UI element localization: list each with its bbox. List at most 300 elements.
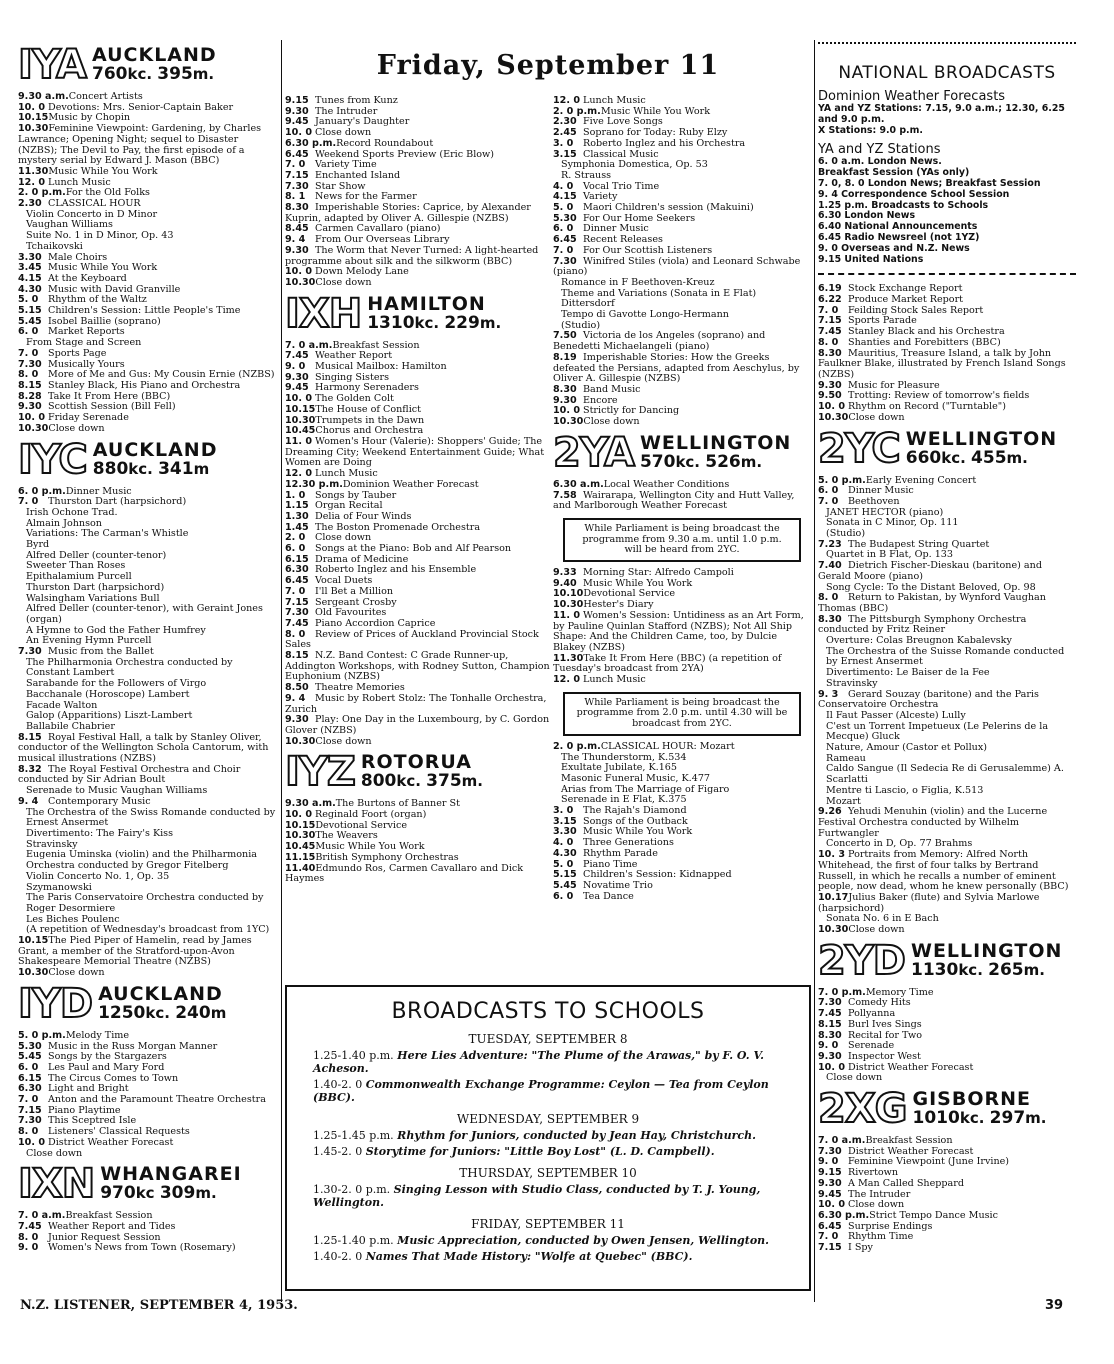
schedule-line — [285, 394, 550, 405]
programme-text: Serenade — [848, 1041, 895, 1052]
programme-text: For Our Scottish Listeners — [583, 245, 713, 256]
schedule-line — [285, 235, 550, 246]
schedule-line — [285, 362, 550, 373]
schedule-line — [18, 370, 276, 381]
programme-text: At the Keyboard — [48, 273, 127, 284]
time-label: 10.30 — [553, 417, 584, 428]
programme-text: Anton and the Paramount Theatre Orchestra — [48, 1095, 266, 1106]
time-label: 1.15 — [285, 501, 309, 512]
schedule-line: Alfred Deller (counter-tenor) — [26, 550, 167, 561]
time-label: 1. 0 — [285, 490, 306, 501]
time-label: 2.45 — [553, 128, 577, 139]
schedule-line — [818, 1190, 1076, 1201]
time-label: 10.30 — [818, 925, 849, 936]
schedule-line — [285, 694, 550, 715]
time-label: 6.45 — [553, 235, 577, 246]
programme-text: Dinner Music — [583, 224, 649, 235]
time-label: 6.22 — [818, 295, 842, 306]
time-label: 7. 0 — [18, 497, 39, 508]
programme-text: Imperishable Stories: Caprice, by Alexander Kuprin, adapted by Oliver A. Gillespie (NZBS) — [285, 203, 531, 224]
schedule-line: Serenade in E Flat, K.375 — [561, 795, 687, 806]
time-label: 10. 0 — [285, 394, 313, 405]
time-label: 9.30 — [285, 372, 309, 383]
programme-text: Light and Bright — [48, 1084, 129, 1095]
schedule-line — [285, 96, 550, 107]
time-label: 8. 0 — [18, 370, 39, 381]
schedule-line: 6.40 National Announcements — [818, 221, 978, 233]
programme-text: Rhythm Time — [848, 1232, 914, 1243]
time-label: 10.15 — [285, 820, 316, 831]
schedule-line — [553, 849, 811, 860]
schedule-line — [818, 381, 1076, 392]
programme-text: Maori Children's session (Makuini) — [583, 203, 754, 214]
station-header-1xh — [285, 291, 550, 337]
time-label: 9.30 — [285, 715, 309, 726]
time-label: 9. 0 — [285, 362, 306, 373]
time-label: 10. 0 — [285, 267, 313, 278]
schedule-line — [18, 199, 276, 210]
schedule-line — [285, 533, 550, 544]
programme-text: Music with David Granville — [48, 284, 181, 295]
time-label: 7.45 — [18, 1221, 42, 1232]
programme-text: Dietrich Fischer-Dieskau (baritone) and Gerald Moore (piano) — [818, 561, 1042, 582]
time-label: 3. 0 — [553, 138, 574, 149]
schedule-line — [18, 392, 276, 403]
programme-text: Comedy Hits — [848, 998, 911, 1009]
time-label: 6. 0 p.m. — [18, 486, 66, 497]
station-logo: 2YC — [818, 425, 900, 472]
schedule-line — [818, 561, 1076, 582]
schedule-line — [285, 469, 550, 480]
schools-item-time: 1.40-2. 0 — [313, 1078, 366, 1091]
time-label: 4.30 — [553, 848, 577, 859]
programme-text: The Rajah's Diamond — [583, 806, 687, 817]
schedule-2yc — [818, 476, 1076, 936]
time-label: 6. 0 — [553, 891, 574, 902]
programme-text: Close down — [848, 1200, 905, 1211]
programme-text: Music for Pleasure — [848, 380, 940, 391]
time-label: 7. 0 a.m. — [285, 340, 333, 351]
schedule-line — [18, 1106, 276, 1117]
schedule-1ya — [18, 92, 276, 435]
time-label: 9.45 — [285, 117, 309, 128]
schedule-line — [818, 349, 1076, 381]
time-label: 2. 0 p.m. — [553, 741, 601, 752]
schedule-line: Les Biches Poulenc — [26, 914, 120, 925]
schedule-line — [553, 491, 811, 512]
time-label: 8.30 — [553, 384, 577, 395]
schedule-line — [285, 683, 550, 694]
programme-text: Music While You Work — [48, 166, 158, 177]
programme-text: Memory Time — [865, 987, 934, 998]
time-label: 7.30 — [285, 608, 309, 619]
time-label: 8. 0 — [18, 1232, 39, 1243]
schedule-line: 6. 0 a.m. London News. — [818, 156, 942, 168]
schedule-line: R. Strauss — [561, 170, 612, 181]
schedule-line: Arias from The Marriage of Figaro — [561, 784, 730, 795]
schedule-line — [18, 263, 276, 274]
programme-text: The Pittsburgh Symphony Orchestra conducted by Fritz Reiner — [818, 614, 1027, 636]
schedule-line: Thurston Dart (harpsichord) — [26, 582, 165, 593]
schedule-line — [553, 396, 811, 407]
schedule-line: YA and YZ Stations: 7.15, 9.0 a.m.; 12.30, 6.25 and 9.0 p.m. — [818, 103, 1065, 125]
time-label: 4.30 — [18, 284, 42, 295]
schedule-line — [18, 103, 276, 114]
schedule-line — [818, 615, 1076, 636]
station-header-1xn — [18, 1161, 276, 1207]
programme-text: Close down — [315, 128, 372, 139]
schedule-line — [285, 598, 550, 609]
schedule-line — [285, 523, 550, 534]
programme-text: Singing Sisters — [315, 372, 390, 383]
programme-text: Wairarapa, Wellington City and Hutt Valley, and Marlborough Weather Forecast — [553, 490, 795, 512]
programme-text: Encore — [583, 395, 618, 406]
schedule-line — [818, 807, 1076, 839]
schedule-line: Masonic Funeral Music, K.477 — [561, 773, 711, 784]
programme-text: Drama of Medicine — [315, 554, 409, 565]
programme-text: January's Daughter — [315, 117, 410, 128]
time-label: 7.30 — [285, 181, 309, 192]
schedule-line — [553, 353, 811, 385]
schedule-line — [553, 96, 811, 107]
schedule-line: Song Cycle: To the Distant Beloved, Op. 98 — [826, 582, 1036, 593]
schedule-line — [818, 1222, 1076, 1233]
programme-text: Mauritius, Treasure Island, a talk by John Faulkner Blake, illustrated by French Island Songs (NZBS) — [818, 348, 1066, 380]
time-label: 9. 3 — [818, 689, 839, 700]
schedule-line — [285, 831, 550, 842]
time-label: 7. 0 a.m. — [818, 1136, 866, 1147]
time-label: 7.30 — [818, 1146, 842, 1157]
time-label: 10.30 — [285, 736, 316, 747]
schedule-line — [818, 391, 1076, 402]
schedule-line: Nature, Amour (Castor et Pollux) — [826, 743, 988, 754]
schedule-line: Exultate Jubilate, K.165 — [561, 763, 678, 774]
programme-text: Breakfast Session — [332, 340, 420, 351]
schedule-line — [553, 192, 811, 203]
schedule-line — [18, 1095, 276, 1106]
station-header-1yc — [18, 437, 276, 483]
schools-item-title: Singing Lesson with Studio Class, conducted by T. J. Young, Wellington. — [313, 1183, 761, 1209]
schedule-line — [818, 1179, 1076, 1190]
time-label: 2. 0 p.m. — [553, 106, 601, 117]
schedule-line: Epithalamium Purcell — [26, 572, 132, 583]
time-label: 6.30 a.m. — [553, 479, 604, 490]
schedule-line — [18, 797, 276, 808]
schedule-line — [18, 402, 276, 413]
programme-text: Weather Report and Tides — [48, 1221, 176, 1232]
programme-text: Weather Report — [315, 351, 393, 362]
programme-text: Strict Tempo Dance Music — [869, 1210, 998, 1221]
programme-text: Feilding Stock Sales Report — [848, 305, 984, 316]
time-label: 6.15 — [285, 554, 309, 565]
programme-text: Yehudi Menuhin (violin) and the Lucerne Festival Orchestra conducted by Wilhelm Furtwangler — [818, 807, 1048, 839]
programme-text: Harmony Serenaders — [315, 383, 419, 394]
programme-text: Piano Playtime — [48, 1105, 121, 1116]
schedule-line — [553, 139, 811, 150]
programme-text: Five Love Songs — [583, 117, 663, 128]
schedule-line: The Philharmonia Orchestra conducted by Constant Lambert — [26, 657, 233, 679]
schedule-line — [553, 806, 811, 817]
time-label: 6.45 — [285, 576, 309, 587]
programme-text: Royal Festival Hall, a talk by Stanley Oliver, conductor of the Wellington Schola Cantorum, with musical illustrations (NZBS) — [18, 732, 269, 765]
time-label: 10. 0 — [553, 406, 581, 417]
time-label: 6. 0 — [18, 1062, 39, 1073]
programme-text: Feminine Viewpoint: Gardening, by Charles Lawrance; Opening Night; sequel to Disaster (NZBS); The Devil to Pay, the first episode of a mystery serial by Edward J. Mason (BBC) — [18, 124, 262, 167]
schedule-line — [285, 576, 550, 587]
programme-text: Carmen Cavallaro (piano) — [315, 224, 441, 235]
programme-text: Stanley Black, His Piano and Orchestra — [48, 380, 241, 391]
schedule-line: Irish Ochone Trad. — [26, 507, 118, 518]
programme-text: Songs by the Stargazers — [48, 1052, 167, 1063]
time-label: 10.30 — [285, 831, 316, 842]
station-header-2yc — [818, 426, 1076, 472]
station-header-1yz — [285, 749, 550, 795]
programme-text: Lunch Music — [315, 469, 378, 480]
station-city: ROTORUA — [360, 751, 472, 774]
column-4 — [818, 40, 1076, 1254]
time-label: 9.15 — [285, 96, 309, 106]
programme-text: Vocal Trio Time — [583, 181, 660, 192]
schools-item-title: Storytime for Juniors: "Little Boy Lost" (L. D. Campbell). — [365, 1145, 715, 1158]
schedule-line — [18, 424, 276, 435]
station-frequency: 660kc. 455m. — [905, 447, 1028, 468]
time-label: 7.30 — [553, 256, 577, 267]
time-label: 2. 0 p.m. — [18, 188, 66, 199]
time-label: 7.40 — [818, 561, 842, 572]
schedule-line — [285, 160, 550, 171]
schedule-line: Walsingham Variations Bull — [26, 593, 160, 604]
programme-text: Trumpets in the Dawn — [315, 415, 425, 426]
station-city: WHANGAREI — [100, 1163, 242, 1186]
programme-text: Breakfast Session — [65, 1211, 153, 1222]
time-label: 9.40 — [553, 578, 577, 589]
time-label: 7. 0 — [818, 305, 839, 316]
schedule-line — [285, 651, 550, 683]
schedule-line — [285, 373, 550, 384]
time-label: 7. 0 — [818, 496, 839, 507]
schedule-line — [818, 925, 1076, 936]
schedule-line: Facade Walton — [26, 700, 98, 711]
programme-text: The Boston Promenade Orchestra — [315, 522, 481, 533]
schedule-line: Close down — [26, 1148, 83, 1159]
station-logo: 2XG — [818, 1086, 907, 1133]
programme-text: The Royal Festival Orchestra and Choir conducted by Sir Adrian Boult — [18, 764, 241, 786]
time-label: 8.15 — [285, 651, 309, 662]
schedule-line — [818, 1157, 1076, 1168]
schools-item-time: 1.40-2. 0 — [313, 1250, 366, 1263]
programme-text: Delia of Four Winds — [315, 511, 412, 522]
time-label: 10. 0 — [818, 1200, 846, 1211]
page-title: Friday, September 11 — [376, 50, 720, 81]
schedule-1xh — [285, 341, 550, 748]
time-label: 10.30 — [285, 277, 316, 288]
schedule-line — [818, 327, 1076, 338]
schedule-line: Tchaikovski — [26, 241, 83, 252]
programme-text: More of Me and Gus: My Cousin Ernie (NZBS) — [48, 370, 275, 381]
column-3 — [553, 96, 811, 902]
time-label: 6.30 p.m. — [818, 1210, 870, 1221]
programme-text: Star Show — [315, 181, 366, 192]
time-label: 8. 0 — [818, 593, 839, 604]
schedule-line — [285, 565, 550, 576]
schedule-line — [818, 1211, 1076, 1222]
time-label: 10.30 — [285, 415, 316, 426]
schools-item — [313, 1049, 791, 1075]
schedule-line: An Evening Hymn Purcell — [26, 636, 152, 647]
time-label: 12. 0 — [553, 96, 581, 106]
schedule-line: Stravinsky — [826, 678, 878, 689]
schedule-line: Sonata in C Minor, Op. 111 — [826, 518, 959, 529]
programme-text: CLASSICAL HOUR: Mozart — [600, 741, 735, 752]
programme-text: Review of Prices of Auckland Provincial Stock Sales — [285, 629, 539, 651]
schedule-line — [553, 568, 811, 579]
station-logo: IYD — [18, 980, 93, 1027]
schedule-line — [818, 284, 1076, 295]
schedule-line — [285, 107, 550, 118]
time-label: 12. 0 — [553, 675, 581, 686]
schedule-line — [818, 998, 1076, 1009]
schools-days — [287, 1032, 809, 1263]
programme-text: Devotions: Mrs. Senior-Captain Baker — [48, 102, 234, 113]
schedule-line — [553, 675, 811, 686]
time-label: 7. 0 — [285, 586, 306, 597]
programme-text: Sports Page — [48, 348, 107, 359]
time-label: 4. 0 — [553, 838, 574, 849]
programme-text: I'll Bet a Million — [315, 586, 394, 597]
schedule-line — [285, 437, 550, 469]
programme-text: Women's News from Town (Rosemary) — [48, 1243, 236, 1254]
schedule-line: X Stations: 9.0 p.m. — [818, 124, 923, 136]
schedule-1yz — [285, 799, 550, 885]
programme-text: District Weather Forecast — [848, 1062, 974, 1073]
programme-text: Music in the Russ Morgan Manner — [48, 1041, 218, 1052]
time-label: 3.30 — [553, 827, 577, 838]
time-label: 7.30 — [18, 647, 42, 658]
column-rule — [814, 40, 815, 1302]
programme-text: Classical Music — [583, 149, 659, 160]
schedule-line: From Stage and Screen — [26, 338, 142, 349]
schedule-line — [285, 117, 550, 128]
station-header-2yd — [818, 938, 1076, 984]
programme-text: Songs by Tauber — [315, 490, 397, 501]
time-label: 7. 0 — [18, 1095, 39, 1106]
time-label: 6.30 — [285, 565, 309, 576]
dominion-weather-list — [818, 104, 1076, 136]
schedule-line — [18, 936, 276, 968]
time-label: 5.45 — [18, 316, 42, 327]
schedule-line — [818, 1020, 1076, 1031]
schedule-line — [18, 1243, 276, 1254]
time-label: 6.19 — [818, 284, 842, 295]
station-logo: IYC — [18, 436, 87, 483]
time-label: 7.45 — [818, 1009, 842, 1020]
time-label: 2.30 — [553, 117, 577, 128]
time-label: 9.30 — [18, 402, 42, 413]
programme-text: Scottish Session (Bill Fell) — [48, 402, 176, 413]
schedule-line — [285, 278, 550, 289]
schedule-line: JANET HECTOR (piano) — [826, 507, 944, 518]
programme-text: Devotional Service — [315, 820, 408, 831]
programme-text: Women's Hour (Valerie): Shoppers' Guide; The Dreaming City; Weekend Entertainment Guide; What Women are Doing — [285, 436, 545, 469]
schedule-line — [818, 402, 1076, 413]
time-label: 9.30 — [285, 106, 309, 117]
programme-text: District Weather Forecast — [848, 1146, 974, 1157]
time-label: 9.45 — [818, 1189, 842, 1200]
programme-text: Julius Baker (flute) and Sylvia Marlowe (harpsichord) — [818, 892, 1040, 914]
schedule-line — [285, 203, 550, 224]
time-label: 9. 4 — [285, 693, 306, 704]
schedule-line — [818, 1232, 1076, 1243]
programme-text: Close down — [48, 423, 105, 434]
programme-text: The Burtons of Banner St — [335, 799, 460, 810]
programme-text: Sports Parade — [848, 316, 917, 327]
programme-text: Rhythm on Record ("Turntable") — [848, 402, 1006, 413]
programme-text: Music While You Work — [583, 827, 693, 838]
schedule-line — [285, 501, 550, 512]
programme-text: Inspector West — [848, 1051, 921, 1062]
programme-text: Strictly for Dancing — [583, 406, 680, 417]
schedule-line: The Orchestra of the Swiss Romande conducted by Ernest Ansermet — [26, 807, 276, 829]
time-label: 10.45 — [285, 426, 316, 437]
time-label: 8.30 — [818, 614, 842, 625]
programme-text: Recital for Two — [848, 1030, 923, 1041]
schedule-line — [285, 512, 550, 523]
programme-text: Variety Time — [315, 160, 377, 171]
schedule-line — [285, 544, 550, 555]
time-label: 10.30 — [18, 423, 49, 434]
time-label: 4.15 — [553, 192, 577, 203]
schedule-line — [553, 406, 811, 417]
time-label: 5.30 — [553, 213, 577, 224]
schedule-line — [18, 497, 276, 508]
time-label: 10. 0 — [18, 102, 46, 113]
schedule-line — [553, 235, 811, 246]
programme-text: Return to Pakistan, by Wynford Vaughan Thomas (BBC) — [818, 593, 1046, 614]
schedule-line — [285, 150, 550, 161]
programme-text: Band Music — [583, 384, 641, 395]
programme-text: Piano Accordion Caprice — [315, 618, 436, 629]
programme-text: Hester's Diary — [583, 600, 654, 611]
time-label: 3. 0 — [553, 806, 574, 817]
time-label: 1.30 — [285, 511, 309, 522]
schedule-line: Almain Johnson — [26, 518, 102, 529]
page-number: 39 — [1045, 1298, 1064, 1313]
time-label: 10. 0 — [18, 1137, 46, 1148]
broadcasts-to-schools-box — [285, 985, 811, 1291]
schedule-line: Concerto in D, Op. 77 Brahms — [826, 839, 973, 850]
programme-text: Dominion Weather Forecast — [342, 479, 479, 490]
schedule-line — [818, 1147, 1076, 1158]
schedule-line — [18, 327, 276, 338]
schedule-line: 9.15 United Nations — [818, 253, 924, 265]
programme-text: The House of Conflict — [315, 404, 422, 415]
time-label: 6. 0 — [818, 486, 839, 497]
schedule-line — [553, 385, 811, 396]
programme-text: Close down — [848, 925, 905, 936]
programme-text: Close down — [315, 277, 372, 288]
time-label: 10. 0 — [285, 810, 313, 821]
programme-text: Junior Request Session — [48, 1232, 161, 1243]
programme-text: The Circus Comes to Town — [48, 1073, 179, 1084]
schedule-line — [818, 338, 1076, 349]
station-city: AUCKLAND — [91, 44, 217, 67]
time-label: 9.45 — [285, 383, 309, 394]
time-label: 10.15 — [18, 936, 49, 947]
time-label: 9.30 — [818, 1051, 842, 1062]
programme-text: Organ Recital — [315, 501, 383, 512]
time-label: 9. 0 — [818, 1157, 839, 1168]
schedule-line — [285, 630, 550, 651]
